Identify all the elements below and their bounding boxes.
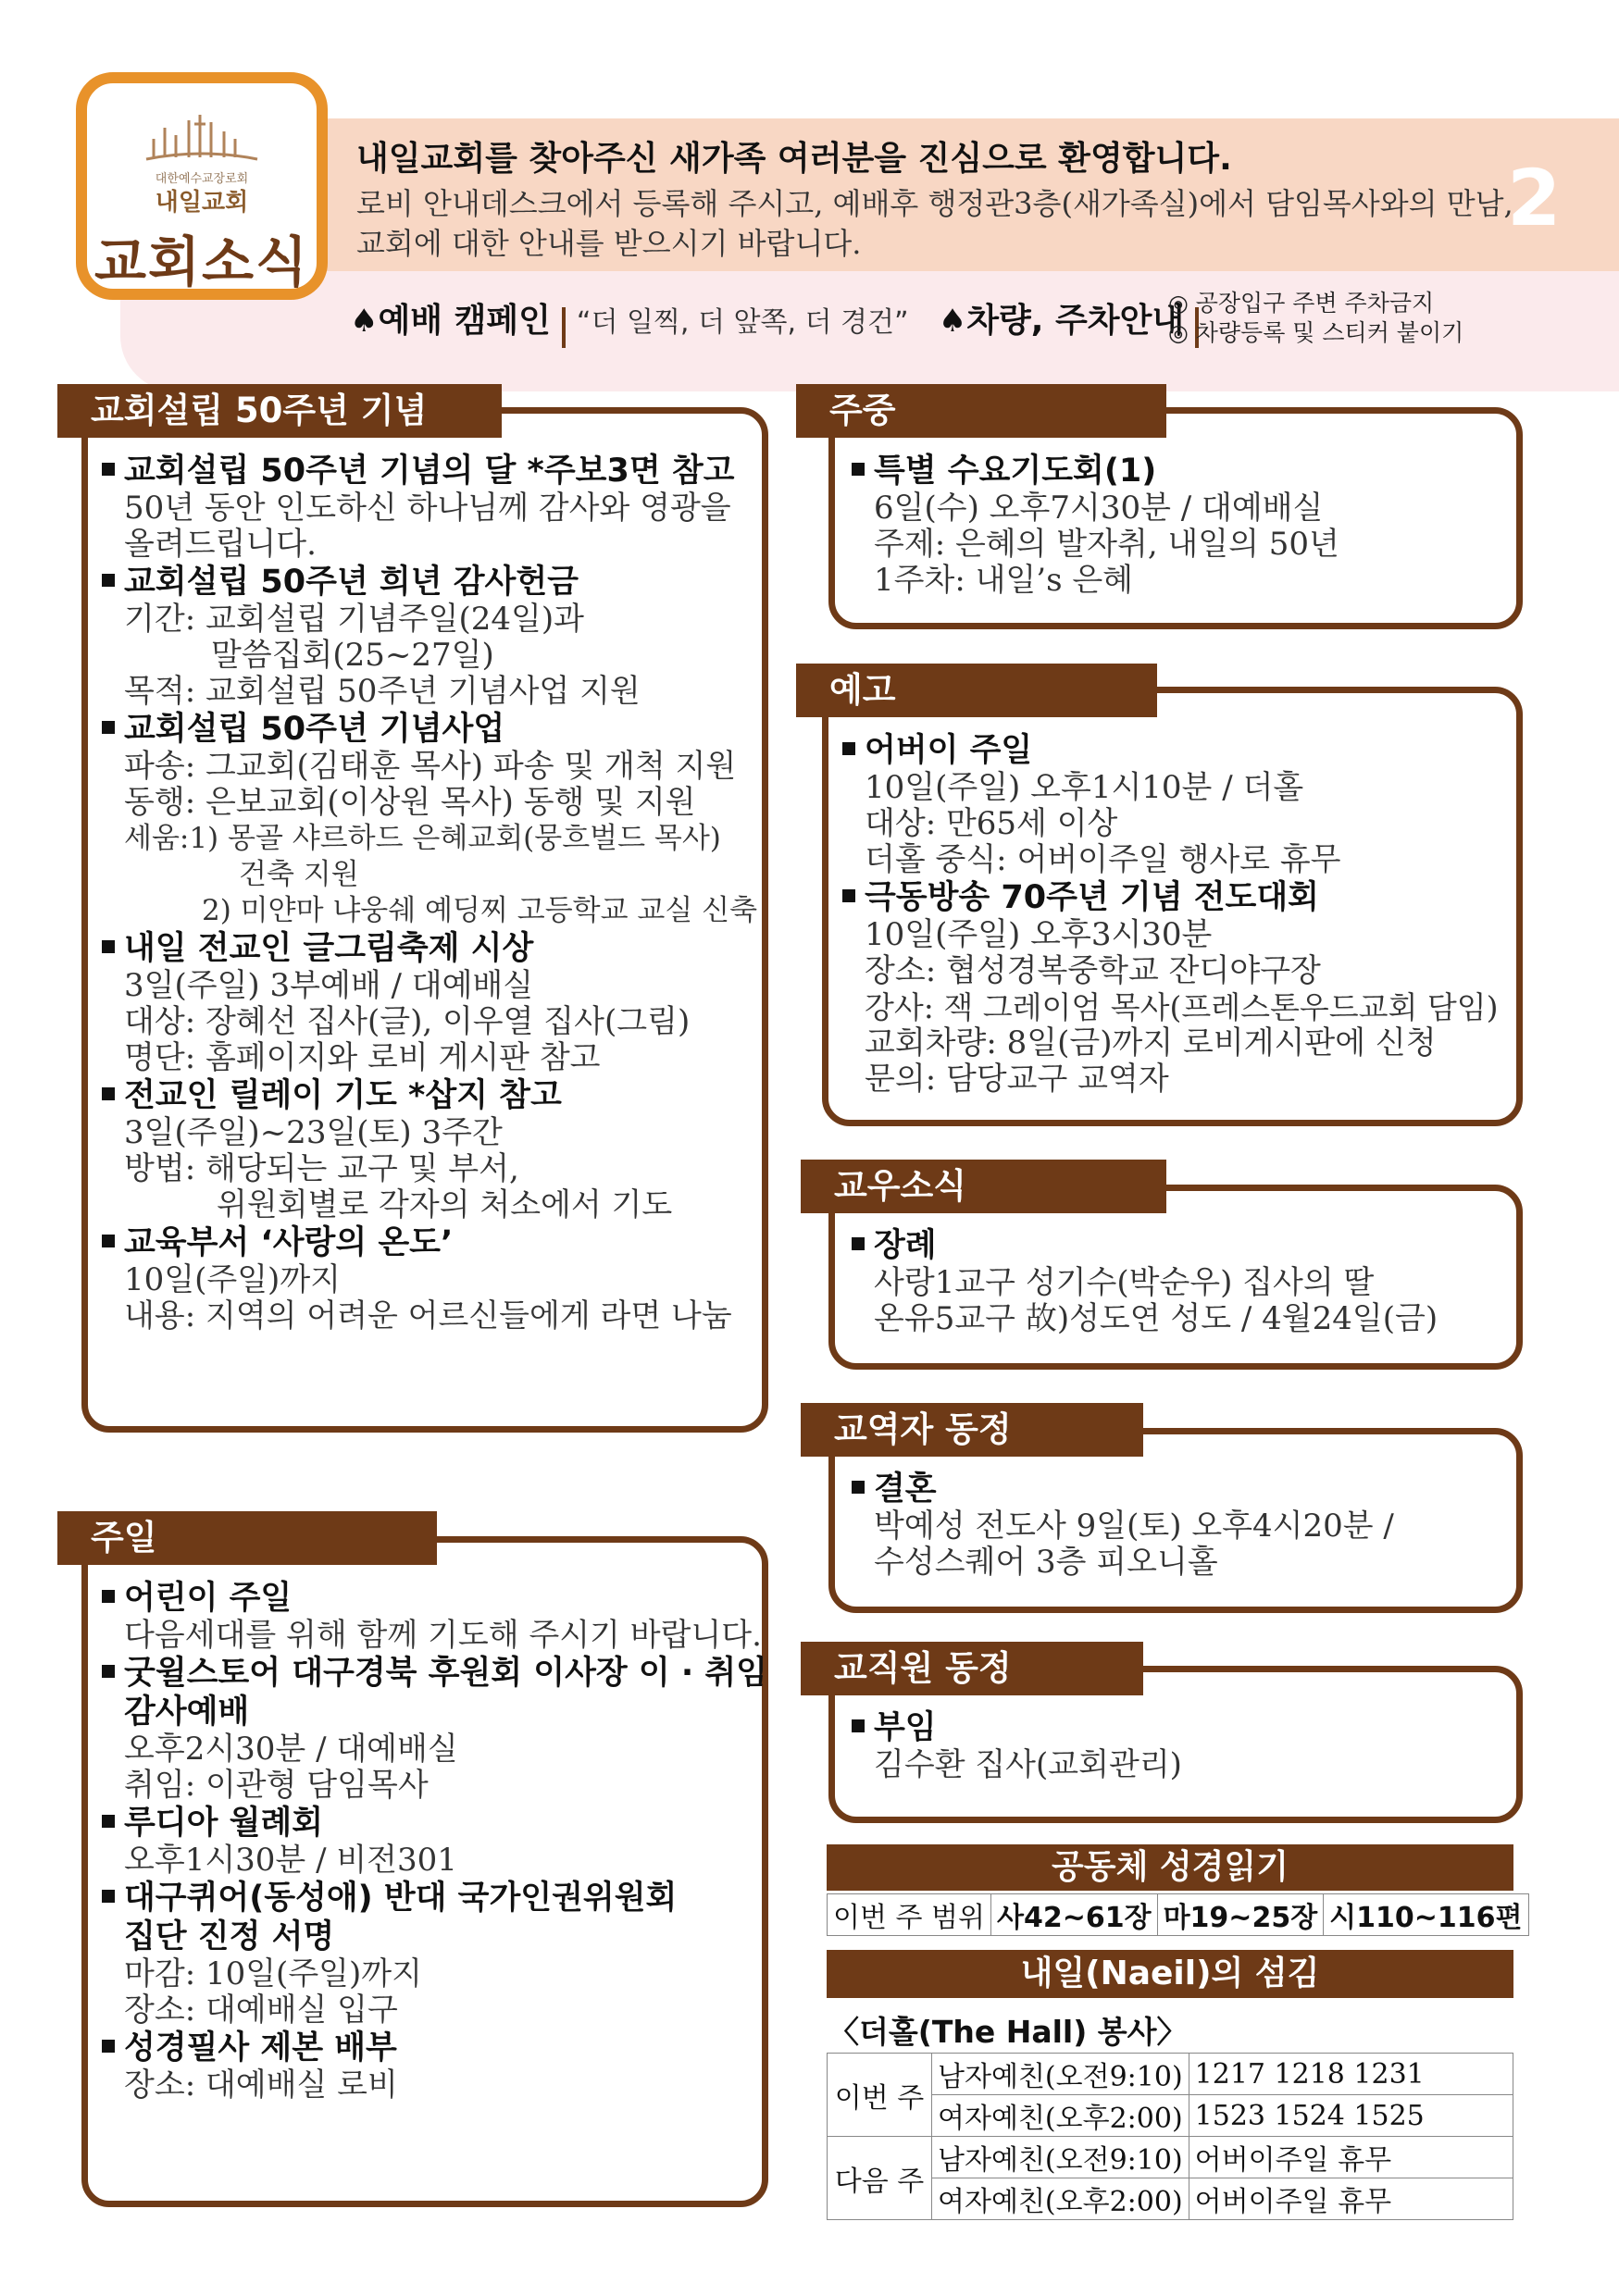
item-title: 교회설립 50주년 기념의 달 *주보3면 참고 bbox=[102, 452, 757, 490]
item-line: 강사: 잭 그레이엄 목사(프레스톤우드교회 담임) bbox=[865, 989, 1499, 1025]
bullet-icon bbox=[102, 1890, 115, 1903]
midweek-tab: 주중 bbox=[796, 384, 1166, 438]
table-cell: 남자예친(오전9:10) bbox=[932, 2137, 1189, 2178]
item-line: 온유5교구 故)성도연 성도 / 4월24일(금) bbox=[874, 1300, 1438, 1337]
table-row bbox=[828, 2137, 1513, 2178]
item-line: 세움:1) 몽골 샤르하드 은혜교회(뭉흐벌드 목사) bbox=[124, 822, 721, 855]
item-line: 장소: 대예배실 로비 bbox=[124, 2066, 398, 2104]
table-cell: 다음 주 bbox=[828, 2137, 932, 2220]
item-line: 주제: 은혜의 발자취, 내일의 50년 bbox=[874, 526, 1339, 563]
item-title: 어버이 주일 bbox=[842, 731, 1499, 770]
table-row bbox=[828, 2054, 1513, 2095]
item-title: 부임 bbox=[852, 1708, 1182, 1747]
staff-news-content bbox=[852, 1708, 1182, 1783]
parking-label: 차량, 주차안내 bbox=[966, 302, 1185, 340]
item-line: 교회차량: 8일(금)까지 로비게시판에 신청 bbox=[865, 1024, 1437, 1061]
item-line: 목적: 교회설립 50주년 기념사업 지원 bbox=[124, 673, 641, 710]
item-line: 건축 지원 bbox=[239, 858, 359, 891]
item-line: 파송: 그교회(김태훈 목사) 파송 및 개척 지원 bbox=[124, 748, 737, 785]
pastor-news-tab: 교역자 동정 bbox=[801, 1403, 1143, 1457]
page-title: 교회소식 bbox=[93, 230, 310, 293]
anniversary-tab: 교회설립 50주년 기념 bbox=[57, 384, 502, 438]
table-cell: 이번 주 범위 bbox=[828, 1894, 991, 1936]
bullet-icon bbox=[102, 463, 115, 476]
item-line: 취임: 이관형 담임목사 bbox=[124, 1767, 429, 1804]
church-logo-box bbox=[76, 72, 328, 300]
item-line: 사랑1교구 성기수(박순우) 집사의 딸 bbox=[874, 1264, 1375, 1301]
item-title: 대구퀴어(동성애) 반대 국가인권위원회 bbox=[102, 1879, 767, 1917]
bullet-icon bbox=[102, 940, 115, 953]
item-line: 문의: 담당교구 교역자 bbox=[865, 1061, 1169, 1098]
table-cell: 사42~61장 bbox=[990, 1894, 1157, 1936]
bible-reading-table bbox=[827, 1893, 1529, 1936]
bullet-icon bbox=[852, 1237, 865, 1250]
item-line: 기간: 교회설립 기념주일(24일)과 bbox=[124, 601, 584, 638]
welcome-text-line2: 교회에 대한 안내를 받으시기 바랍니다. bbox=[356, 226, 862, 261]
item-line: 50년 동안 인도하신 하나님께 감사와 영광을 bbox=[124, 490, 731, 527]
item-line: 동행: 은보교회(이상원 목사) 동행 및 지원 bbox=[124, 784, 696, 821]
item-line: 더홀 중식: 어버이주일 행사로 휴무 bbox=[865, 841, 1341, 878]
welcome-title: 내일교회를 찾아주신 새가족 여러분을 진심으로 환영합니다. bbox=[356, 140, 1232, 178]
parking-note: ◎ 공장입구 주변 주차금지 bbox=[1168, 290, 1435, 316]
item-title: 장례 bbox=[852, 1226, 1438, 1265]
item-line: 김수환 집사(교회관리) bbox=[874, 1746, 1182, 1783]
notice-tab: 예고 bbox=[796, 664, 1157, 717]
bullet-icon bbox=[842, 742, 855, 755]
bullet-icon bbox=[102, 1590, 115, 1603]
item-title: 루디아 월례회 bbox=[102, 1804, 767, 1843]
item-line: 위원회별로 각자의 처소에서 기도 bbox=[217, 1186, 673, 1223]
item-line: 명단: 홈페이지와 로비 게시판 참고 bbox=[124, 1039, 601, 1076]
church-name: 내일교회 bbox=[155, 189, 249, 217]
item-line: 1주차: 내일’s 은혜 bbox=[874, 562, 1134, 599]
notice-content bbox=[842, 731, 1499, 1098]
item-title: 어린이 주일 bbox=[102, 1579, 767, 1618]
page-number: 2 bbox=[1507, 153, 1562, 243]
staff-news-tab: 교직원 동정 bbox=[801, 1642, 1143, 1695]
bullet-icon bbox=[852, 1719, 865, 1732]
item-line: 대상: 만65세 이상 bbox=[865, 805, 1118, 842]
midweek-content bbox=[852, 452, 1339, 599]
item-line: 다음세대를 위해 함께 기도해 주시기 바랍니다. bbox=[124, 1617, 762, 1654]
welcome-text-line1: 로비 안내데스크에서 등록해 주시고, 예배후 행정관3층(새가족실)에서 담임목사와의 만남, bbox=[356, 186, 1513, 221]
bullet-icon bbox=[102, 1665, 115, 1678]
item-line: 2) 미얀마 냐웅쉐 예딩찌 고등학교 교실 신축 bbox=[202, 894, 758, 927]
table-cell: 1217 1218 1231 bbox=[1189, 2054, 1513, 2095]
bullet-icon bbox=[102, 721, 115, 734]
table-cell: 남자예친(오전9:10) bbox=[932, 2054, 1189, 2095]
bible-reading-title: 공동체 성경읽기 bbox=[827, 1844, 1513, 1891]
item-title: 성경필사 제본 배부 bbox=[102, 2029, 767, 2067]
divider bbox=[562, 307, 566, 348]
member-news-tab: 교우소식 bbox=[801, 1160, 1166, 1213]
item-line: 마감: 10일(주일)까지 bbox=[124, 1955, 422, 1992]
bullet-icon bbox=[852, 1481, 865, 1494]
item-title: 결혼 bbox=[852, 1470, 1394, 1508]
sunday-content bbox=[102, 1579, 767, 2104]
table-cell: 어버이주일 휴무 bbox=[1189, 2137, 1513, 2178]
bullet-icon bbox=[852, 463, 865, 476]
spade-icon: ♠ bbox=[938, 303, 967, 340]
parking-notes bbox=[1168, 289, 1463, 348]
church-logo-icon bbox=[144, 111, 259, 167]
item-title: 굿윌스토어 대구경북 후원회 이사장 이 · 취임 bbox=[102, 1654, 767, 1693]
item-title-cont: 집단 진정 서명 bbox=[124, 1918, 335, 1955]
parking-note: ◎ 차량등록 및 스티커 붙이기 bbox=[1168, 319, 1464, 346]
bullet-icon bbox=[842, 889, 855, 902]
item-title: 교회설립 50주년 희년 감사헌금 bbox=[102, 563, 757, 602]
item-line: 대상: 장혜선 집사(글), 이우열 집사(그림) bbox=[124, 1003, 691, 1040]
item-line: 10일(주일) 오후1시10분 / 더홀 bbox=[865, 769, 1304, 806]
pastor-news-content bbox=[852, 1470, 1394, 1581]
table-row bbox=[828, 1894, 1529, 1936]
item-line: 오후1시30분 / 비전301 bbox=[124, 1842, 457, 1879]
item-title: 특별 수요기도회(1) bbox=[852, 452, 1339, 490]
table-cell: 이번 주 bbox=[828, 2054, 932, 2137]
item-line: 3일(주일) 3부예배 / 대예배실 bbox=[124, 967, 534, 1004]
member-news-content bbox=[852, 1226, 1438, 1337]
table-cell: 여자예친(오후2:00) bbox=[932, 2178, 1189, 2220]
table-cell: 여자예친(오후2:00) bbox=[932, 2095, 1189, 2137]
denomination-label: 대한예수교장로회 bbox=[155, 172, 249, 186]
item-line: 박예성 전도사 9일(토) 오후4시20분 / bbox=[874, 1508, 1394, 1545]
campaign-label: 예배 캠페인 bbox=[378, 302, 551, 340]
item-line: 장소: 대예배실 입구 bbox=[124, 1992, 398, 2029]
item-line: 10일(주일) 오후3시30분 bbox=[865, 916, 1213, 953]
table-cell: 1523 1524 1525 bbox=[1189, 2095, 1513, 2137]
item-title: 전교인 릴레이 기도 *삽지 참고 bbox=[102, 1076, 757, 1115]
item-line: 올려드립니다. bbox=[124, 526, 317, 563]
service-title: 내일(Naeil)의 섬김 bbox=[827, 1950, 1513, 1998]
item-line: 오후2시30분 / 대예배실 bbox=[124, 1731, 458, 1768]
item-line: 6일(수) 오후7시30분 / 대예배실 bbox=[874, 490, 1324, 527]
anniversary-content bbox=[102, 452, 757, 1334]
service-table bbox=[827, 2053, 1513, 2220]
service-subtitle: 〈더홀(The Hall) 봉사〉 bbox=[828, 2014, 1188, 2050]
table-cell: 어버이주일 휴무 bbox=[1189, 2178, 1513, 2220]
item-line: 말씀집회(25~27일) bbox=[211, 637, 494, 674]
bullet-icon bbox=[102, 574, 115, 587]
item-line: 장소: 협성경복중학교 잔디야구장 bbox=[865, 952, 1321, 989]
bullet-icon bbox=[102, 2040, 115, 2053]
bullet-icon bbox=[102, 1087, 115, 1100]
table-cell: 시110~116편 bbox=[1324, 1894, 1528, 1936]
campaign-quote: “더 일찍, 더 앞쪽, 더 경건” bbox=[576, 306, 909, 339]
spade-icon: ♠ bbox=[350, 303, 379, 340]
item-line: 3일(주일)~23일(토) 3주간 bbox=[124, 1114, 503, 1151]
item-title: 교육부서 ‘사랑의 온도’ bbox=[102, 1223, 757, 1262]
item-title-cont: 감사예배 bbox=[124, 1694, 250, 1731]
item-title: 내일 전교인 글그림축제 시상 bbox=[102, 929, 757, 968]
item-title: 극동방송 70주년 기념 전도대회 bbox=[842, 878, 1499, 917]
item-line: 수성스퀘어 3층 피오니홀 bbox=[874, 1544, 1218, 1581]
item-line: 내용: 지역의 어려운 어르신들에게 라면 나눔 bbox=[124, 1297, 732, 1334]
table-cell: 마19~25장 bbox=[1157, 1894, 1324, 1936]
item-line: 10일(주일)까지 bbox=[124, 1261, 342, 1298]
item-title: 교회설립 50주년 기념사업 bbox=[102, 710, 757, 749]
bullet-icon bbox=[102, 1815, 115, 1828]
bullet-icon bbox=[102, 1235, 115, 1247]
item-line: 방법: 해당되는 교구 및 부서, bbox=[124, 1150, 519, 1187]
sunday-tab: 주일 bbox=[57, 1511, 437, 1565]
